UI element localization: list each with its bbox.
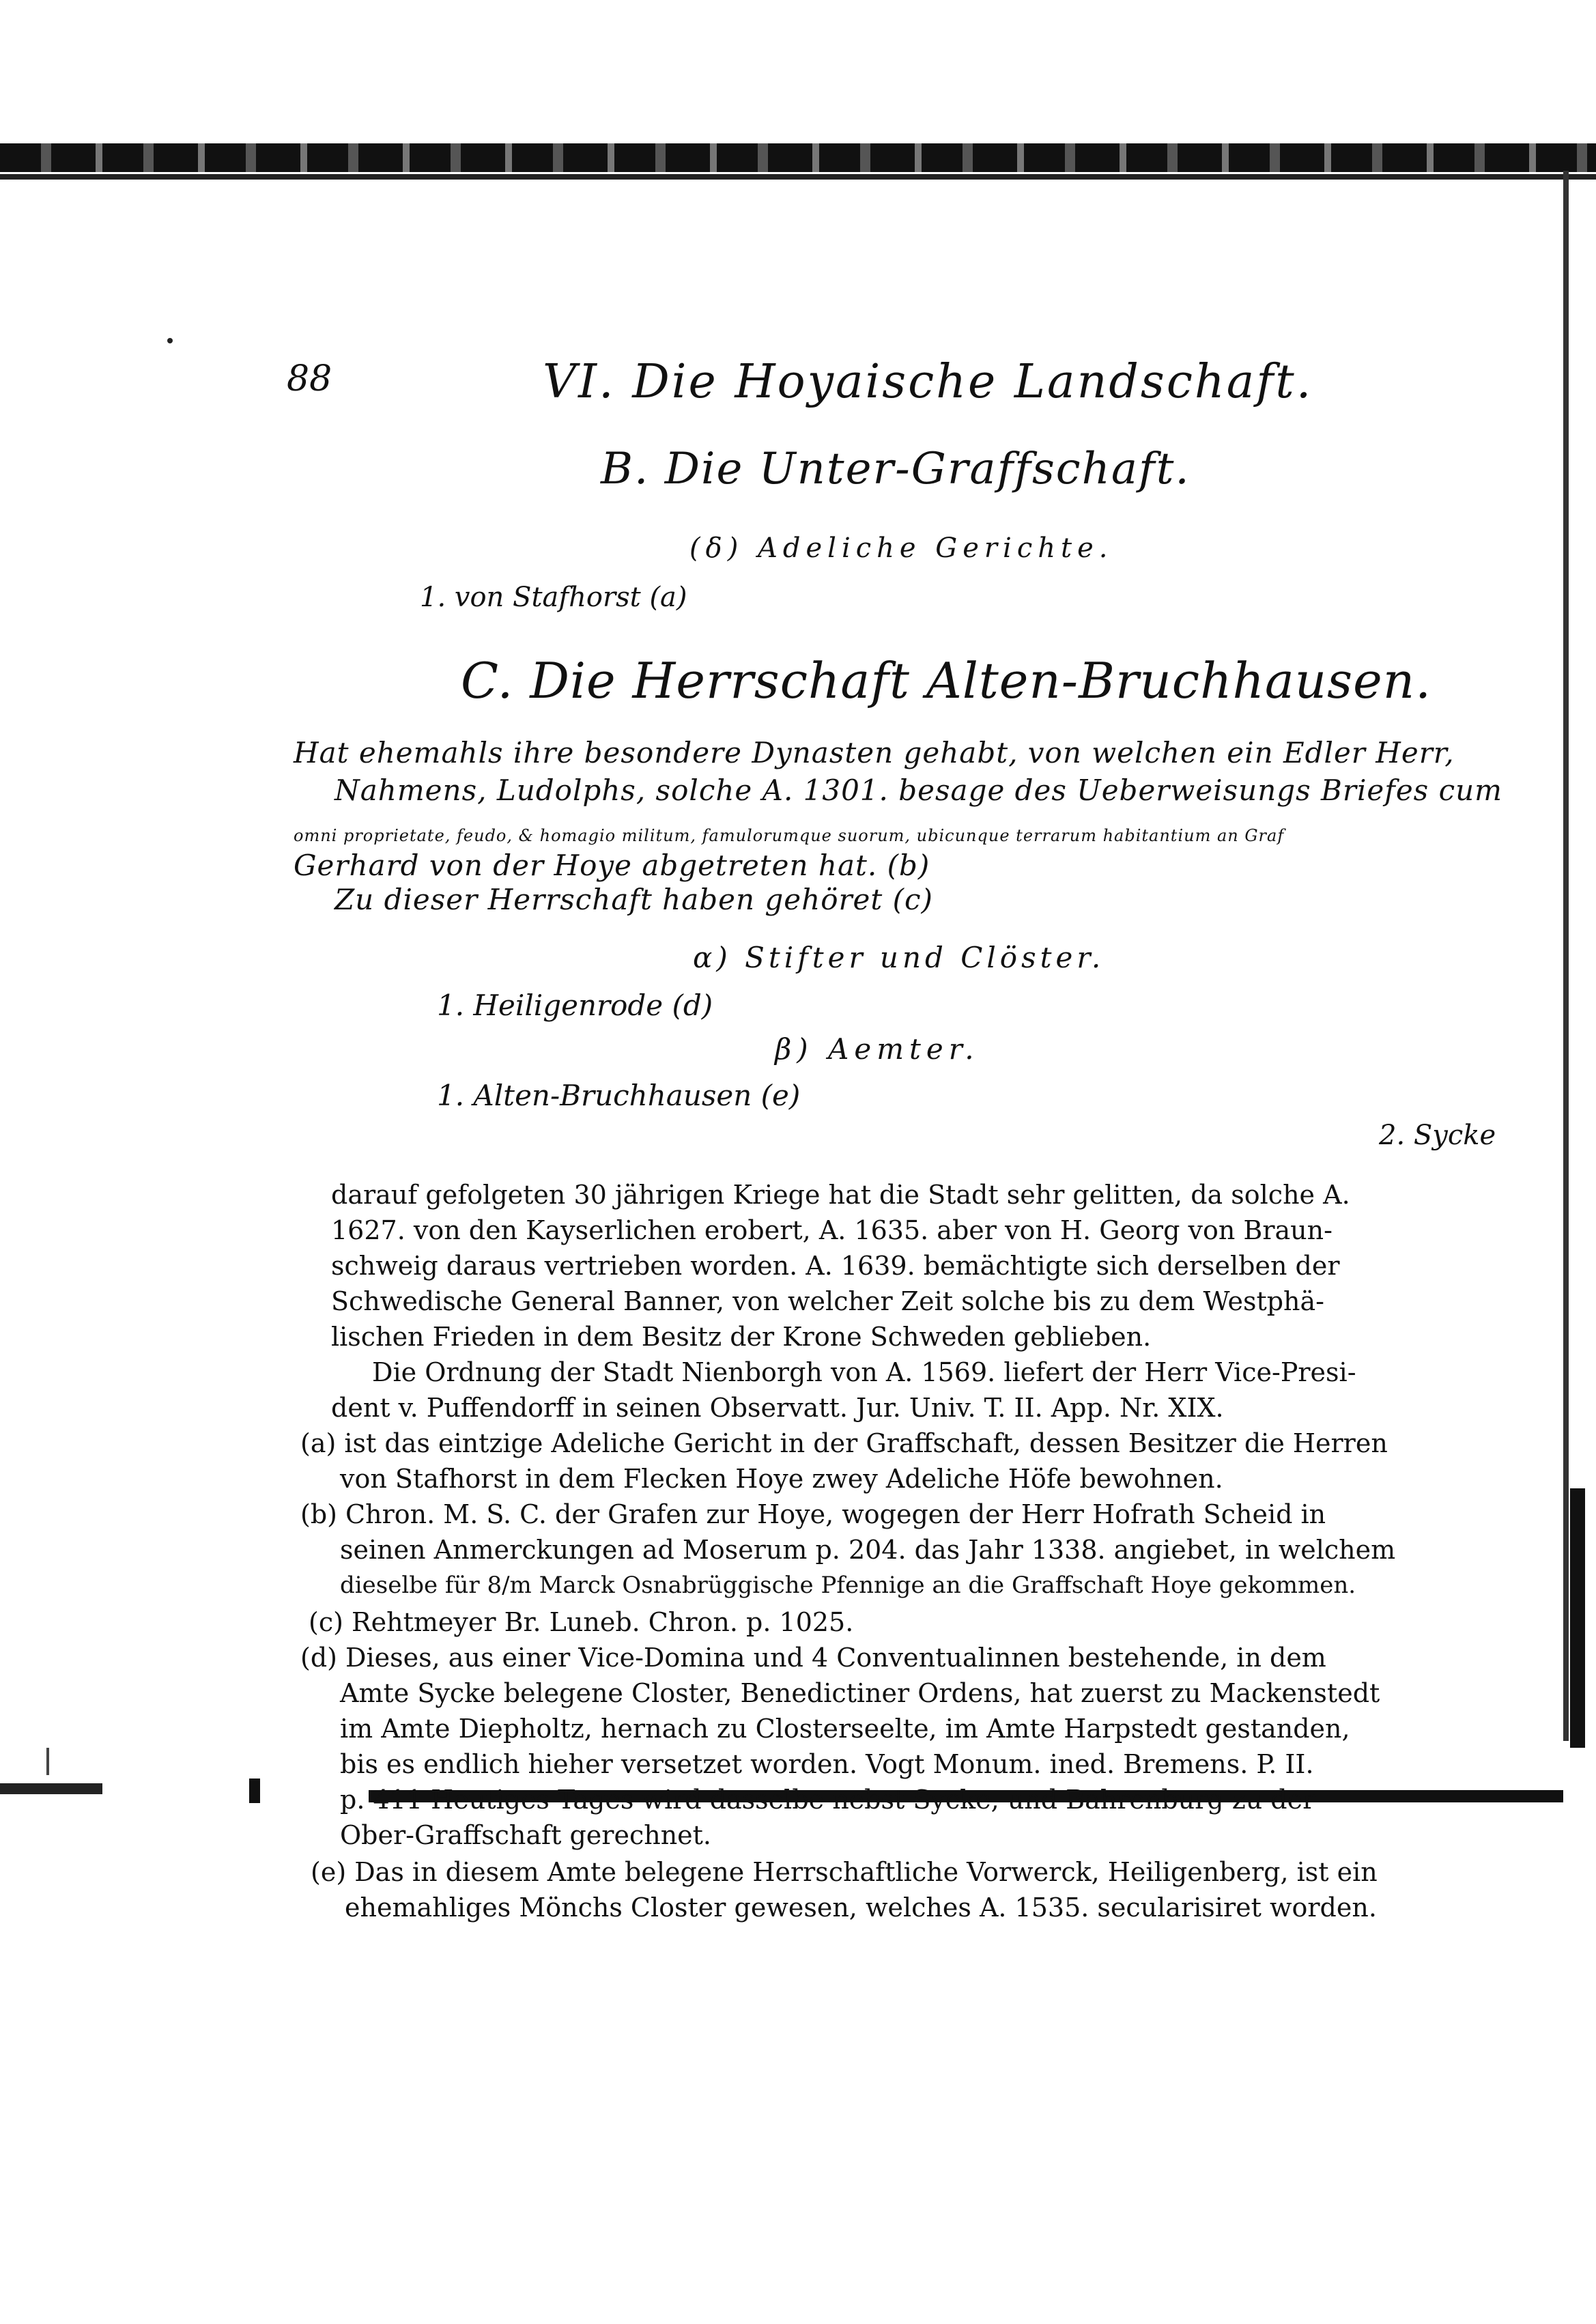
- footnote-line: von Stafhorst in dem Flecken Hoye zwey Adeliche Höfe bewohnen.: [340, 1464, 1223, 1494]
- list-item: 1. von Stafhorst (a): [420, 582, 687, 613]
- bottom-mark: [249, 1779, 260, 1803]
- body-line: lischen Frieden in dem Besitz der Krone Schweden geblieben.: [331, 1322, 1152, 1352]
- catchword: 2. Sycke: [1379, 1120, 1496, 1151]
- intro-line: Gerhard von der Hoye abgetreten hat. (b): [294, 849, 930, 882]
- footnote-line: im Amte Diepholtz, hernach zu Closterseelte, im Amte Harpstedt gestanden,: [340, 1714, 1350, 1744]
- footnote-line: (a) ist das eintzige Adeliche Gericht in der Graffschaft, dessen Besitzer die Herren: [300, 1428, 1388, 1458]
- intro-line: Zu dieser Herrschaft haben gehöret (c): [334, 883, 933, 916]
- intro-line: omni proprietate, feudo, & homagio militum, famulorumque suorum, ubicunque terrarum habitantium an Graf: [294, 826, 1285, 845]
- margin-dot: [167, 338, 173, 343]
- footnote-line: (b) Chron. M. S. C. der Grafen zur Hoye, wogegen der Herr Hofrath Scheid in: [300, 1499, 1326, 1529]
- bottom-left-rule: [0, 1783, 102, 1794]
- body-line: Schwedische General Banner, von welcher Zeit solche bis zu dem Westphä-: [331, 1286, 1325, 1316]
- body-line: Die Ordnung der Stadt Nienborgh von A. 1569. liefert der Herr Vice-Presi-: [372, 1357, 1356, 1387]
- body-line: schweig daraus vertrieben worden. A. 1639. bemächtigte sich derselben der: [331, 1251, 1340, 1281]
- subsection-title: B. Die Unter-Graffschaft.: [601, 444, 1191, 494]
- category-heading: α) Stifter und Clöster.: [693, 941, 1105, 974]
- footnote-line: p. 411 Heutiges Tages wird dasselbe nebst Sycke, und Bahrenburg zu der: [340, 1785, 1315, 1815]
- footnote-line: (c) Rehtmeyer Br. Luneb. Chron. p. 1025.: [309, 1607, 854, 1637]
- top-border-line: [0, 174, 1596, 180]
- category-heading: β) Aemter.: [775, 1032, 980, 1066]
- section-title: VI. Die Hoyaische Landschaft.: [543, 355, 1313, 409]
- footnote-line: Amte Sycke belegene Closter, Benedictiner Ordens, hat zuerst zu Mackenstedt: [340, 1678, 1380, 1708]
- margin-tick: [46, 1748, 49, 1775]
- footnote-line: (e) Das in diesem Amte belegene Herrschaftliche Vorwerck, Heiligenberg, ist ein: [311, 1857, 1378, 1887]
- footnote-line: bis es endlich hieher versetzet worden. Vogt Monum. ined. Bremens. P. II.: [340, 1749, 1314, 1779]
- intro-line: Hat ehemahls ihre besondere Dynasten gehabt, von welchen ein Edler Herr,: [294, 736, 1455, 769]
- footnote-line: dieselbe für 8/m Marck Osnabrüggische Pfennige an die Graffschaft Hoye gekommen.: [340, 1572, 1356, 1599]
- page-right-edge-shadow: [1570, 1488, 1585, 1748]
- body-line: darauf gefolgeten 30 jährigen Kriege hat die Stadt sehr gelitten, da solche A.: [331, 1180, 1350, 1210]
- body-line: dent v. Puffendorff in seinen Observatt. Jur. Univ. T. II. App. Nr. XIX.: [331, 1393, 1224, 1423]
- footnote-line: Ober-Graffschaft gerechnet.: [340, 1820, 712, 1850]
- top-border-rule: [0, 143, 1596, 172]
- list-item: 1. Heiligenrode (d): [437, 989, 713, 1022]
- intro-line: Nahmens, Ludolphs, solche A. 1301. besage des Ueberweisungs Briefes cum: [334, 774, 1502, 807]
- body-line: 1627. von den Kayserlichen erobert, A. 1635. aber von H. Georg von Braun-: [331, 1215, 1333, 1245]
- herrschaft-title: C. Die Herrschaft Alten-Bruchhausen.: [461, 652, 1431, 709]
- category-heading: (δ) Adeliche Gerichte.: [689, 533, 1113, 564]
- page-right-edge: [1563, 171, 1569, 1741]
- footnote-line: (d) Dieses, aus einer Vice-Domina und 4 Conventualinnen bestehende, in dem: [300, 1643, 1326, 1673]
- footnote-line: ehemahliges Mönchs Closter gewesen, welches A. 1535. secularisiret worden.: [345, 1893, 1377, 1923]
- list-item: 1. Alten-Bruchhausen (e): [437, 1079, 801, 1112]
- page-number: 88: [287, 358, 332, 399]
- footnote-line: seinen Anmerckungen ad Moserum p. 204. das Jahr 1338. angiebet, in welchem: [340, 1535, 1396, 1565]
